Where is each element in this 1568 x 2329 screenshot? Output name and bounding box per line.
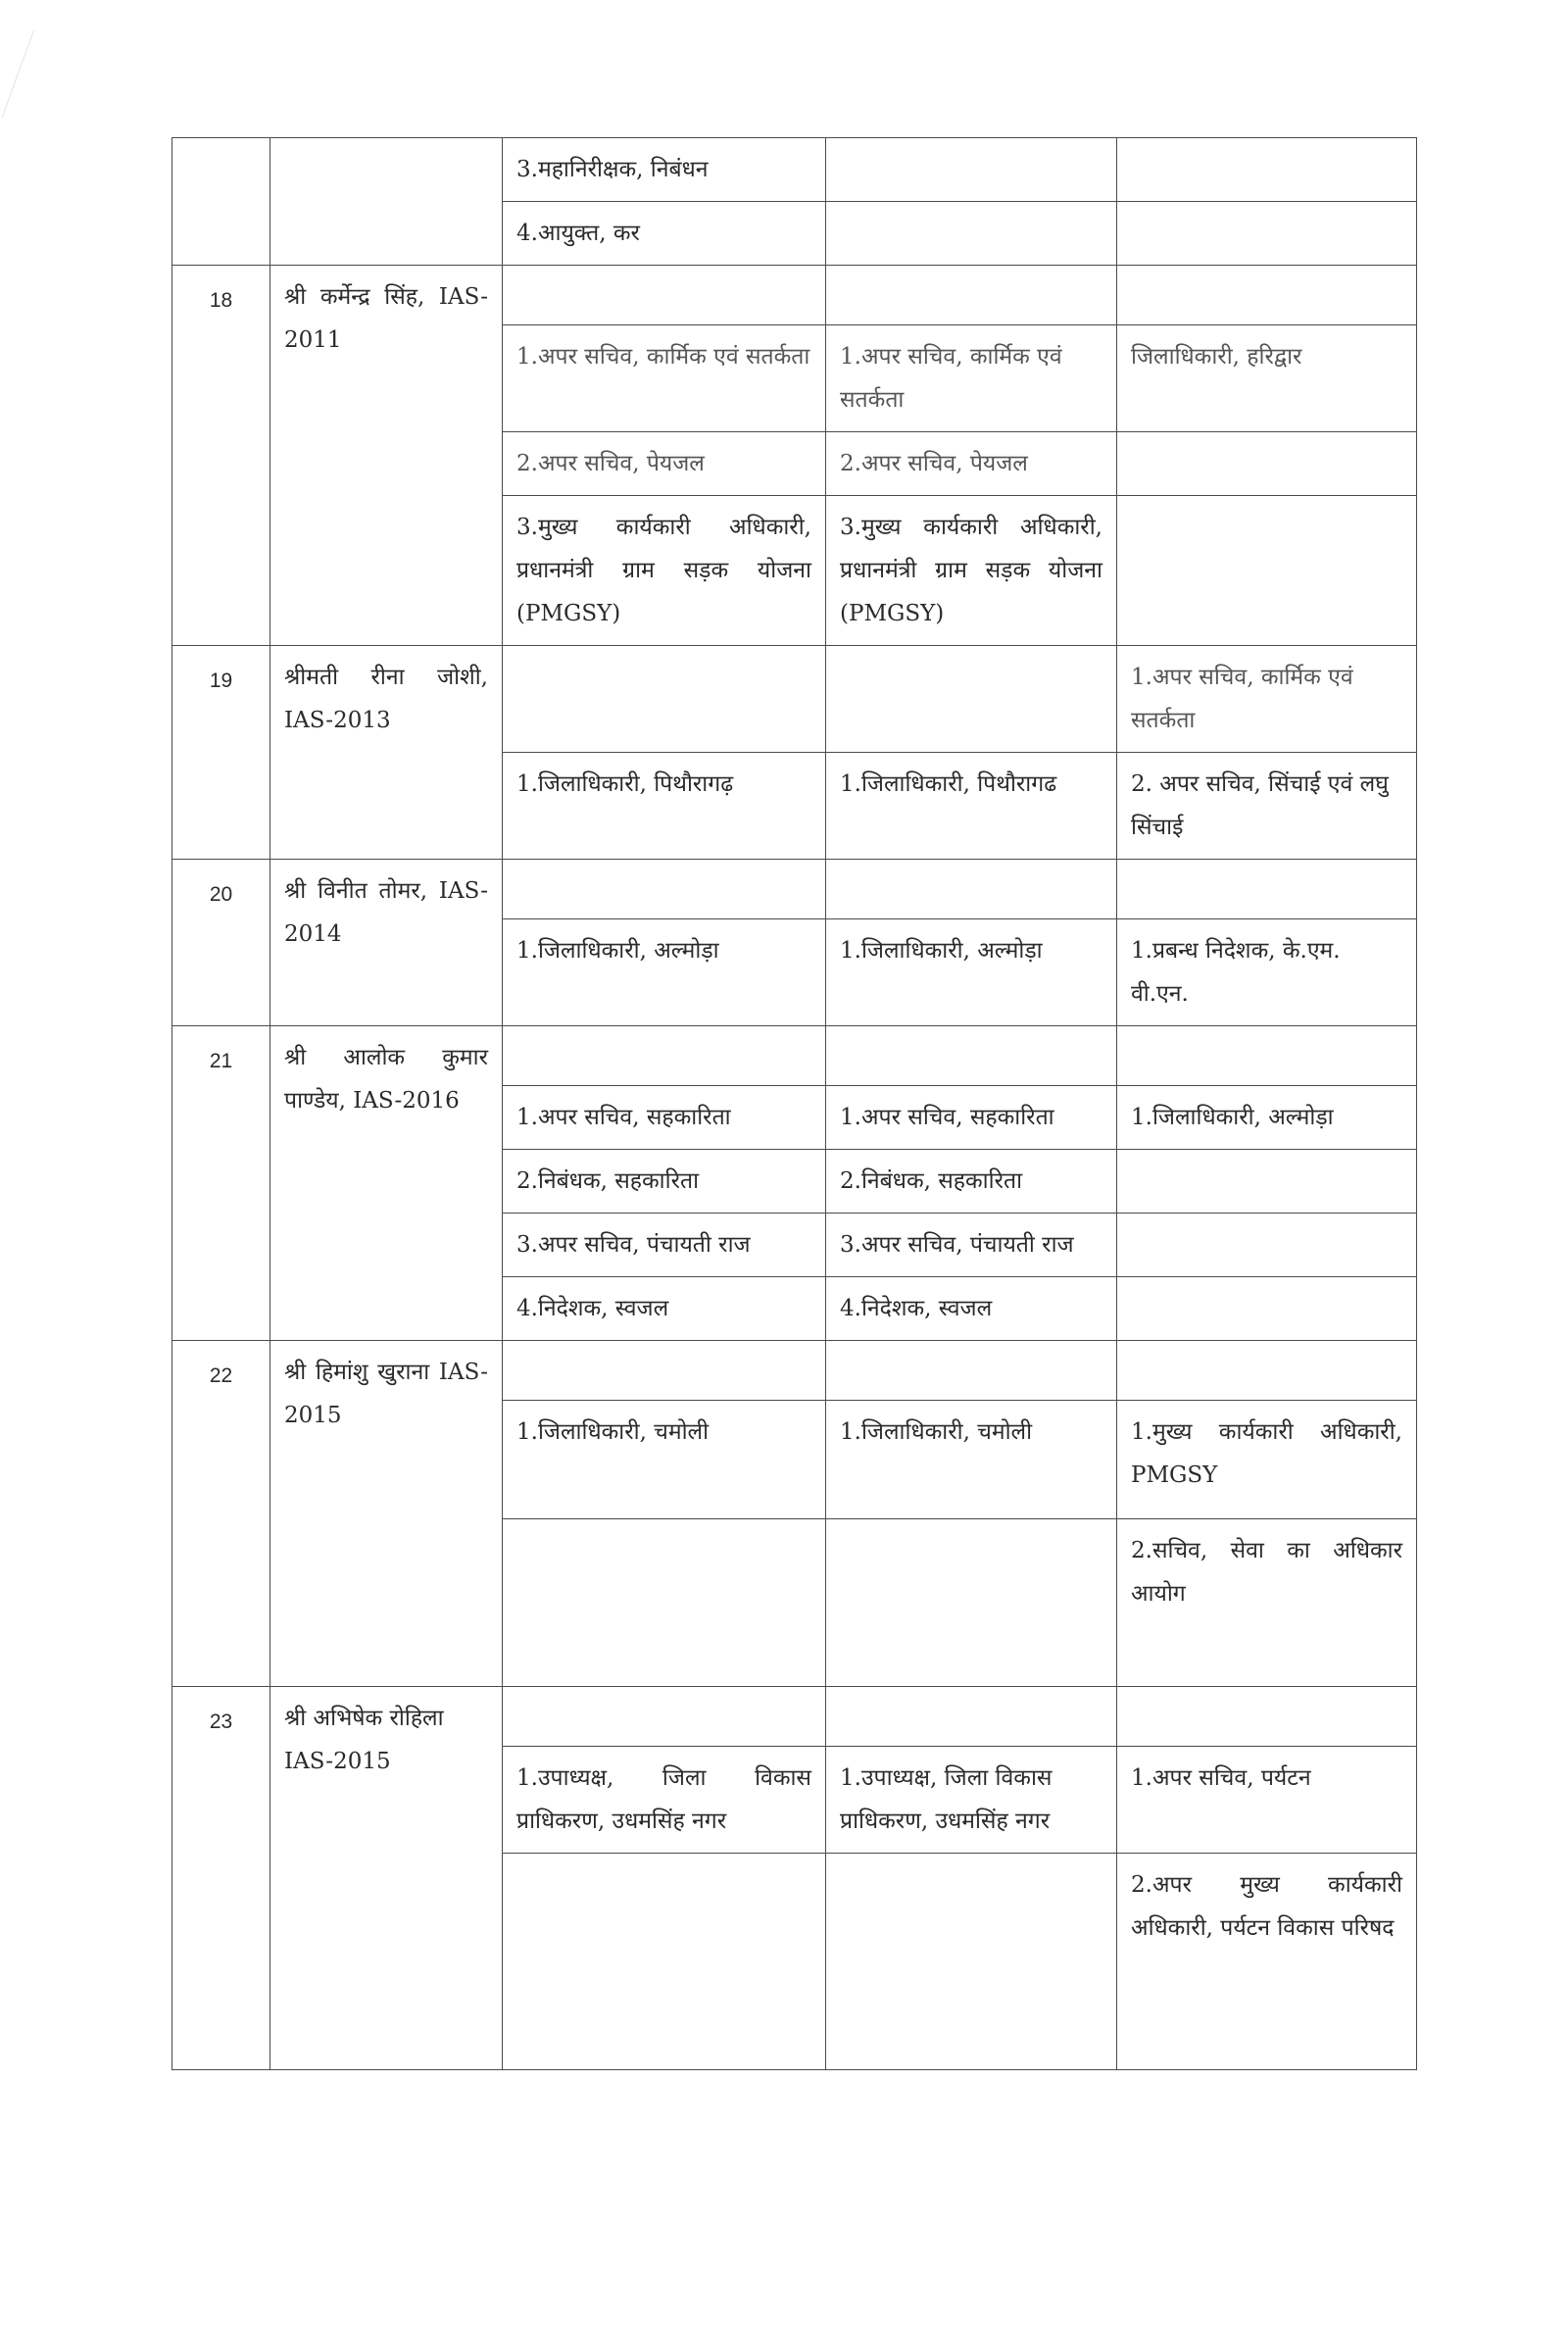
current-post-cell: 3.मुख्य कार्यकारी अधिकारी, प्रधानमंत्री ग्राम सड़क योजना (PMGSY)	[503, 496, 826, 646]
new-post-cell	[1117, 1277, 1417, 1341]
current-post-cell	[503, 646, 826, 753]
current-post-cell: 4.निदेशक, स्वजल	[503, 1277, 826, 1341]
officer-name-cell: श्री अभिषेक रोहिला IAS-2015	[270, 1687, 503, 2070]
previous-post-cell: 1.जिलाधिकारी, अल्मोड़ा	[826, 919, 1117, 1026]
current-post-cell: 1.जिलाधिकारी, चमोली	[503, 1401, 826, 1519]
previous-post-cell: 3.मुख्य कार्यकारी अधिकारी, प्रधानमंत्री ग्राम सड़क योजना (PMGSY)	[826, 496, 1117, 646]
current-post-cell: 1.जिलाधिकारी, अल्मोड़ा	[503, 919, 826, 1026]
officer-name-cell: श्री कर्मेन्द्र सिंह, IAS-2011	[270, 266, 503, 646]
new-post-cell	[1117, 138, 1417, 202]
previous-post-cell: 2.निबंधक, सहकारिता	[826, 1150, 1117, 1214]
serial-number-cell: 18	[172, 266, 270, 646]
new-post-cell	[1117, 1341, 1417, 1401]
current-post-cell	[503, 860, 826, 919]
previous-post-cell	[826, 1341, 1117, 1401]
scan-edge-mark	[2, 29, 84, 118]
new-post-cell	[1117, 266, 1417, 325]
new-post-cell: 2.अपर मुख्य कार्यकारी अधिकारी, पर्यटन विकास परिषद	[1117, 1854, 1417, 2070]
new-post-cell	[1117, 860, 1417, 919]
previous-post-cell	[826, 1026, 1117, 1086]
table-row	[172, 1341, 1417, 1401]
serial-number-cell: 19	[172, 646, 270, 860]
table-row	[172, 266, 1417, 325]
previous-post-cell: 1.जिलाधिकारी, पिथौरागढ	[826, 753, 1117, 860]
new-post-cell: 1.अपर सचिव, पर्यटन	[1117, 1747, 1417, 1854]
officer-name-cell	[270, 138, 503, 266]
previous-post-cell	[826, 646, 1117, 753]
serial-number-cell	[172, 138, 270, 266]
previous-post-cell	[826, 860, 1117, 919]
previous-post-cell: 1.अपर सचिव, सहकारिता	[826, 1086, 1117, 1150]
officer-name-cell: श्री आलोक कुमार पाण्डेय, IAS-2016	[270, 1026, 503, 1341]
current-post-cell: 1.अपर सचिव, सहकारिता	[503, 1086, 826, 1150]
previous-post-cell: 1.अपर सचिव, कार्मिक एवं सतर्कता	[826, 325, 1117, 432]
previous-post-cell	[826, 202, 1117, 266]
current-post-cell	[503, 1687, 826, 1747]
new-post-cell: 2. अपर सचिव, सिंचाई एवं लघु सिंचाई	[1117, 753, 1417, 860]
current-post-cell: 1.उपाध्यक्ष, जिला विकास प्राधिकरण, उधमसिंह नगर	[503, 1747, 826, 1854]
current-post-cell: 4.आयुक्त, कर	[503, 202, 826, 266]
current-post-cell: 3.महानिरीक्षक, निबंधन	[503, 138, 826, 202]
table-row	[172, 646, 1417, 753]
new-post-cell	[1117, 432, 1417, 496]
previous-post-cell	[826, 1687, 1117, 1747]
serial-number-cell: 22	[172, 1341, 270, 1687]
new-post-cell: 1.जिलाधिकारी, अल्मोड़ा	[1117, 1086, 1417, 1150]
table-row	[172, 1687, 1417, 1747]
officer-name-cell: श्री विनीत तोमर, IAS-2014	[270, 860, 503, 1026]
table-row	[172, 138, 1417, 202]
table-row	[172, 860, 1417, 919]
current-post-cell: 2.निबंधक, सहकारिता	[503, 1150, 826, 1214]
previous-post-cell	[826, 1519, 1117, 1687]
current-post-cell	[503, 266, 826, 325]
new-post-cell	[1117, 202, 1417, 266]
new-post-cell: 1.अपर सचिव, कार्मिक एवं सतर्कता	[1117, 646, 1417, 753]
new-post-cell: 1.प्रबन्ध निदेशक, के.एम. वी.एन.	[1117, 919, 1417, 1026]
new-post-cell: 2.सचिव, सेवा का अधिकार आयोग	[1117, 1519, 1417, 1687]
current-post-cell	[503, 1854, 826, 2070]
officer-name-cell: श्री हिमांशु खुराना IAS-2015	[270, 1341, 503, 1687]
new-post-cell	[1117, 1150, 1417, 1214]
serial-number-cell: 21	[172, 1026, 270, 1341]
previous-post-cell	[826, 138, 1117, 202]
current-post-cell: 3.अपर सचिव, पंचायती राज	[503, 1214, 826, 1277]
previous-post-cell: 1.जिलाधिकारी, चमोली	[826, 1401, 1117, 1519]
previous-post-cell	[826, 266, 1117, 325]
new-post-cell: जिलाधिकारी, हरिद्वार	[1117, 325, 1417, 432]
new-post-cell	[1117, 496, 1417, 646]
previous-post-cell: 2.अपर सचिव, पेयजल	[826, 432, 1117, 496]
current-post-cell: 2.अपर सचिव, पेयजल	[503, 432, 826, 496]
previous-post-cell: 4.निदेशक, स्वजल	[826, 1277, 1117, 1341]
new-post-cell	[1117, 1026, 1417, 1086]
previous-post-cell: 3.अपर सचिव, पंचायती राज	[826, 1214, 1117, 1277]
current-post-cell	[503, 1026, 826, 1086]
previous-post-cell	[826, 1854, 1117, 2070]
previous-post-cell: 1.उपाध्यक्ष, जिला विकास प्राधिकरण, उधमसिंह नगर	[826, 1747, 1117, 1854]
current-post-cell	[503, 1341, 826, 1401]
current-post-cell	[503, 1519, 826, 1687]
current-post-cell: 1.जिलाधिकारी, पिथौरागढ़	[503, 753, 826, 860]
new-post-cell: 1.मुख्य कार्यकारी अधिकारी, PMGSY	[1117, 1401, 1417, 1519]
current-post-cell: 1.अपर सचिव, कार्मिक एवं सतर्कता	[503, 325, 826, 432]
new-post-cell	[1117, 1687, 1417, 1747]
new-post-cell	[1117, 1214, 1417, 1277]
officer-transfer-table	[172, 137, 1417, 2070]
serial-number-cell: 20	[172, 860, 270, 1026]
serial-number-cell: 23	[172, 1687, 270, 2070]
table-row	[172, 1026, 1417, 1086]
officer-name-cell: श्रीमती रीना जोशी, IAS-2013	[270, 646, 503, 860]
